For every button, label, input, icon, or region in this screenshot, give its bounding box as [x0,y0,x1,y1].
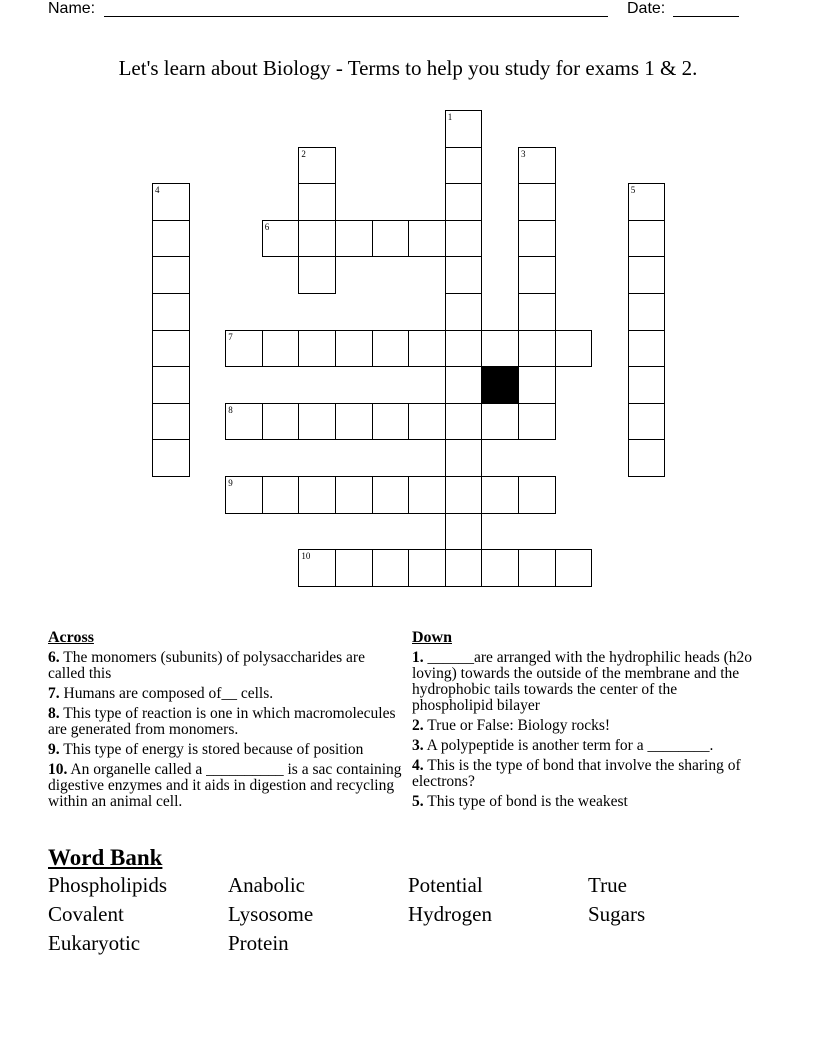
clue-down-5: 5. This type of bond is the weakest [412,793,628,810]
grid-cell[interactable] [152,183,190,221]
grid-cell[interactable] [408,403,446,441]
down-clues [412,630,757,814]
grid-cell[interactable] [372,549,410,587]
clue-across-8: 8. This type of reaction is one in which macromolecules are generated from monomers. [48,705,396,738]
grid-cell[interactable] [445,147,483,185]
grid-cell[interactable] [628,256,666,294]
word-bank-word: Lysosome [228,902,314,926]
grid-cell[interactable] [262,403,300,441]
date-label: Date: [627,0,666,17]
word-bank-word: Anabolic [228,873,305,897]
grid-cell[interactable] [518,330,556,368]
grid-cell[interactable] [628,439,666,477]
clue-down-3: 3. A polypeptide is another term for a ________. [412,737,714,754]
clue-number: 10 [301,551,311,562]
clue-number: 5 [630,185,636,196]
across-heading: Across [48,629,94,646]
grid-cell[interactable] [152,366,190,404]
grid-cell[interactable] [225,476,263,514]
clue-number: 3 [521,148,526,159]
grid-cell[interactable] [262,330,300,368]
black-square [481,366,519,404]
grid-cell[interactable] [445,403,483,441]
grid-cell[interactable] [335,476,373,514]
grid-cell[interactable] [481,403,519,441]
grid-cell[interactable] [298,256,336,294]
word-bank-title: Word Bank [48,845,163,870]
grid-cell[interactable] [152,330,190,368]
grid-cell[interactable] [518,549,556,587]
grid-cell[interactable] [445,513,483,551]
clue-across-10: 10. An organelle called a __________ is a sac containing digestive enzymes and it aids in digestion and recycling within an animal cell. [48,761,402,810]
grid-cell[interactable] [262,476,300,514]
grid-cell[interactable] [335,403,373,441]
grid-cell[interactable] [445,476,483,514]
grid-cell[interactable] [628,220,666,258]
clue-number: 8 [228,404,233,415]
grid-cell[interactable] [445,220,483,258]
grid-cell[interactable] [628,293,666,331]
grid-cell[interactable] [518,403,556,441]
grid-cell[interactable] [298,147,336,185]
grid-cell[interactable] [298,183,336,221]
name-label: Name: [48,0,96,17]
grid-cell[interactable] [445,293,483,331]
grid-cell[interactable] [335,220,373,258]
clue-across-7: 7. Humans are composed of__ cells. [48,685,274,702]
word-bank-word: Hydrogen [408,902,492,926]
grid-cell[interactable] [262,220,300,258]
clue-number: 7 [228,331,233,342]
word-bank-word: Eukaryotic [48,931,141,955]
grid-cell[interactable] [408,220,446,258]
grid-cell[interactable] [628,330,666,368]
grid-cell[interactable] [628,183,666,221]
grid-cell[interactable] [372,476,410,514]
grid-cell[interactable] [445,549,483,587]
grid-cell[interactable] [445,330,483,368]
grid-cell[interactable] [408,549,446,587]
clue-across-9: 9. This type of energy is stored because of position [48,741,364,758]
grid-cell[interactable] [518,366,556,404]
grid-cell[interactable] [518,293,556,331]
grid-cell[interactable] [298,549,336,587]
grid-cell[interactable] [372,403,410,441]
grid-cell[interactable] [518,147,556,185]
clue-number: 9 [228,478,233,488]
down-heading: Down [412,629,453,646]
word-bank-word: Phospholipids [48,873,168,897]
grid-cell[interactable] [628,366,666,404]
word-bank-word: True [588,873,627,897]
grid-cell[interactable] [298,330,336,368]
grid-cell[interactable] [152,439,190,477]
grid-cell[interactable] [372,330,410,368]
grid-cell[interactable] [225,403,263,441]
grid-cell[interactable] [298,220,336,258]
clue-number: 1 [447,112,453,122]
grid-cell[interactable] [518,256,556,294]
word-bank-word: Sugars [588,902,646,926]
word-bank-word: Potential [408,873,483,897]
grid-cell[interactable] [445,110,483,148]
grid-cell[interactable] [152,403,190,441]
grid-cell[interactable] [481,330,519,368]
grid-cell[interactable] [518,220,556,258]
grid-cell[interactable] [445,183,483,221]
clue-number: 2 [301,148,306,159]
across-clues [48,630,404,814]
grid-cell[interactable] [152,256,190,294]
grid-cell[interactable] [481,476,519,514]
grid-cell[interactable] [298,403,336,441]
page-title: Let's learn about Biology - Terms to help you study for exams 1 & 2. [118,56,698,80]
grid-cell[interactable] [555,330,593,368]
grid-cell[interactable] [481,549,519,587]
grid-cell[interactable] [298,476,336,514]
grid-cell[interactable] [372,220,410,258]
grid-cell[interactable] [152,293,190,331]
word-bank-word: Covalent [48,902,124,926]
grid-cell[interactable] [518,476,556,514]
grid-cell[interactable] [518,183,556,221]
grid-cell[interactable] [408,476,446,514]
word-bank-word: Protein [228,931,289,955]
grid-cell[interactable] [628,403,666,441]
clue-down-2: 2. True or False: Biology rocks! [412,717,611,734]
grid-cell[interactable] [335,549,373,587]
grid-cell[interactable] [335,330,373,368]
grid-cell[interactable] [445,256,483,294]
clue-number: 4 [155,185,160,196]
grid-cell[interactable] [555,549,593,587]
clue-down-4: 4. This is the type of bond that involve the sharing of electrons? [412,757,741,790]
grid-cell[interactable] [408,330,446,368]
grid-cell[interactable] [225,330,263,368]
grid-cell[interactable] [445,366,483,404]
clue-across-6: 6. The monomers (subunits) of polysaccharides are called this [48,649,365,682]
clue-number: 6 [264,221,270,232]
clue-down-1: 1. ______are arranged with the hydrophilic heads (h2o loving) towards the outside of the membrane and the hydrophobic tails towards the center of the phospholipid bilayer [412,649,753,714]
grid-cell[interactable] [152,220,190,258]
grid-cell[interactable] [445,439,483,477]
